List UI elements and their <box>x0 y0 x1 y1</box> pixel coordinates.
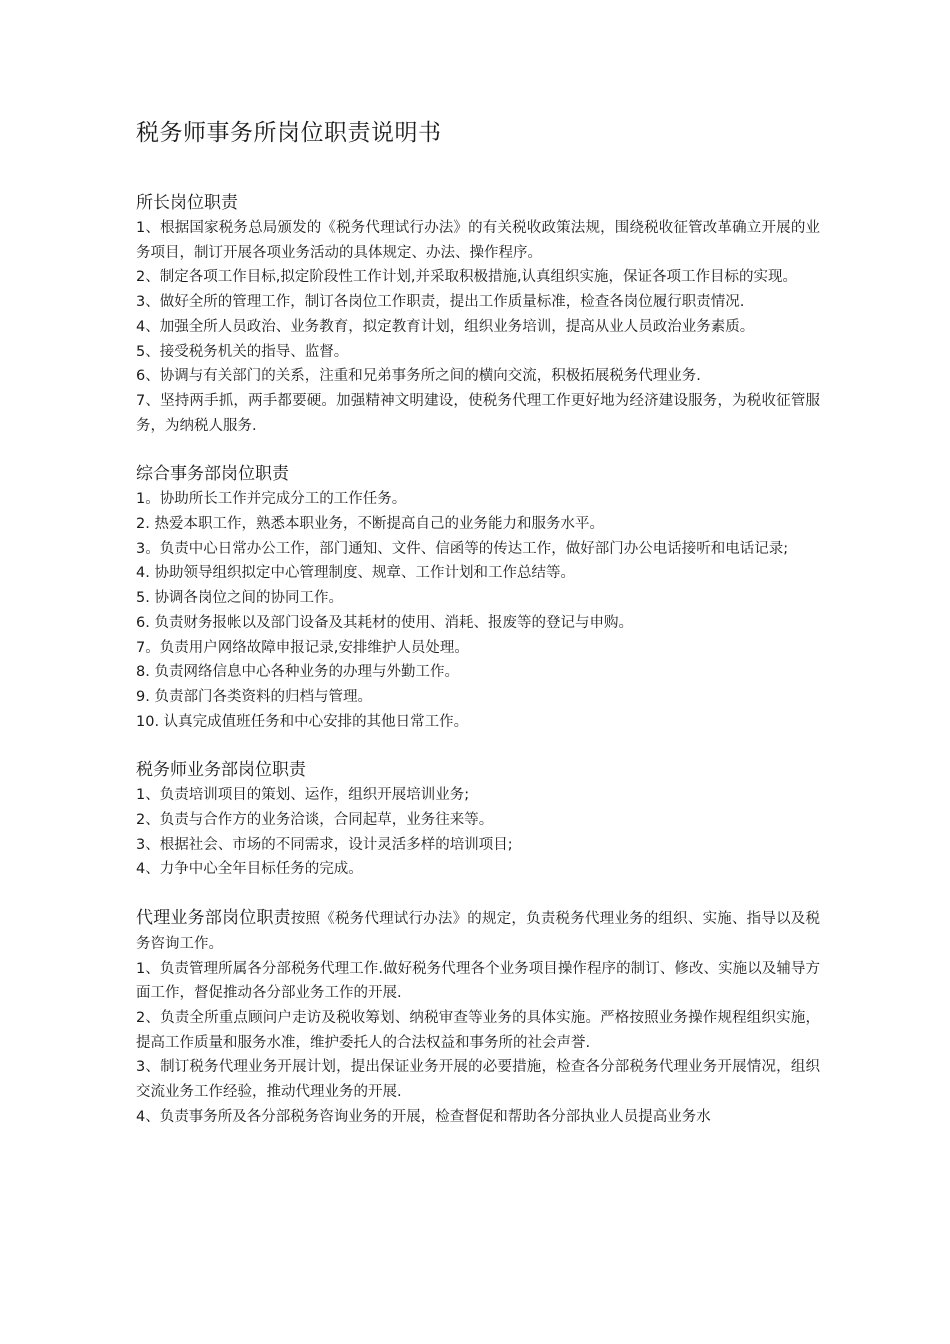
document-body <box>136 117 820 1154</box>
list-item: 5. 协调各岗位之间的协同工作。 <box>136 590 343 607</box>
list-item: 5、接受税务机关的指导、监督。 <box>136 343 349 360</box>
list-item: 4、力争中心全年目标任务的完成。 <box>136 861 363 878</box>
section-tax-agent-business <box>136 758 820 882</box>
list-item: 1、负责培训项目的策划、运作，组织开展培训业务; <box>136 787 470 804</box>
list-item: 1、根据国家税务总局颁发的《税务代理试行办法》的有关税收政策法规，围绕税收征管改革确立开展的业务项目，制订开展各项业务活动的具体规定、办法、操作程序。 <box>136 220 820 261</box>
list-item: 7、坚持两手抓，两手都要硬。加强精神文明建设，使税务代理工作更好地为经济建设服务，为税收征管服务，为纳税人服务. <box>136 392 820 434</box>
section-heading: 税务师业务部岗位职责 <box>136 760 306 781</box>
section-general-affairs <box>136 462 820 734</box>
list-item: 3、制订税务代理业务开展计划，提出保证业务开展的必要措施，检查各分部税务代理业务开展情况，组织交流业务工作经验，推动代理业务的开展. <box>136 1059 820 1101</box>
section-heading-tail: 按照《税务代理试行办法》的规定，负责税务代理业务的组织、实施、指导以及税务咨询工作。 <box>136 911 820 952</box>
list-item: 6. 负责财务报帐以及部门设备及其耗材的使用、消耗、报废等的登记与申购。 <box>136 614 633 631</box>
document-title: 税务师事务所岗位职责说明书 <box>136 120 442 146</box>
list-item: 8. 负责网络信息中心各种业务的办理与外勤工作。 <box>136 664 459 681</box>
list-item: 10. 认真完成值班任务和中心安排的其他日常工作。 <box>136 713 469 730</box>
list-item: 3、做好全所的管理工作，制订各岗位工作职责，提出工作质量标准，检查各岗位履行职责情况. <box>136 294 745 311</box>
list-item: 4. 协助领导组织拟定中心管理制度、规章、工作计划和工作总结等。 <box>136 565 575 582</box>
section-intro <box>136 906 820 956</box>
list-item: 7。负责用户网络故障申报记录,安排维护人员处理。 <box>136 639 469 656</box>
section-heading: 代理业务部岗位职责 <box>136 908 291 929</box>
list-item: 9. 负责部门各类资料的归档与管理。 <box>136 688 372 705</box>
list-item: 2. 热爱本职工作，熟悉本职业务，不断提高自己的业务能力和服务水平。 <box>136 516 604 533</box>
list-item: 6、协调与有关部门的关系，注重和兄弟事务所之间的横向交流，积极拓展税务代理业务. <box>136 368 701 385</box>
list-item: 4、加强全所人员政治、业务教育，拟定教育计划，组织业务培训，提高从业人员政治业务素质。 <box>136 318 755 335</box>
section-heading: 综合事务部岗位职责 <box>136 464 289 485</box>
list-item: 2、制定各项工作目标,拟定阶段性工作计划,并采取积极措施,认真组织实施，保证各项工作目标的实现。 <box>136 269 798 286</box>
section-agency-business <box>136 906 820 1129</box>
list-item: 3、根据社会、市场的不同需求，设计灵活多样的培训项目; <box>136 836 513 853</box>
list-item: 4、负责事务所及各分部税务咨询业务的开展，检查督促和帮助各分部执业人员提高业务水 <box>136 1108 711 1125</box>
list-item: 1。协助所长工作并完成分工的工作任务。 <box>136 491 407 508</box>
section-director <box>136 191 820 438</box>
list-item: 2、负责全所重点顾问户走访及税收筹划、纳税审查等业务的具体实施。严格按照业务操作规程组织实施，提高工作质量和服务水准，维护委托人的合法权益和事务所的社会声誉. <box>136 1009 820 1051</box>
list-item: 3。负责中心日常办公工作，部门通知、文件、信函等的传达工作，做好部门办公电话接听和电话记录; <box>136 540 789 557</box>
list-item: 1、负责管理所属各分部税务代理工作.做好税务代理各个业务项目操作程序的制订、修改、实施以及辅导方面工作，督促推动各分部业务工作的开展. <box>136 960 820 1002</box>
list-item: 2、负责与合作方的业务洽谈，合同起草，业务往来等。 <box>136 812 494 829</box>
section-heading: 所长岗位职责 <box>136 193 238 213</box>
